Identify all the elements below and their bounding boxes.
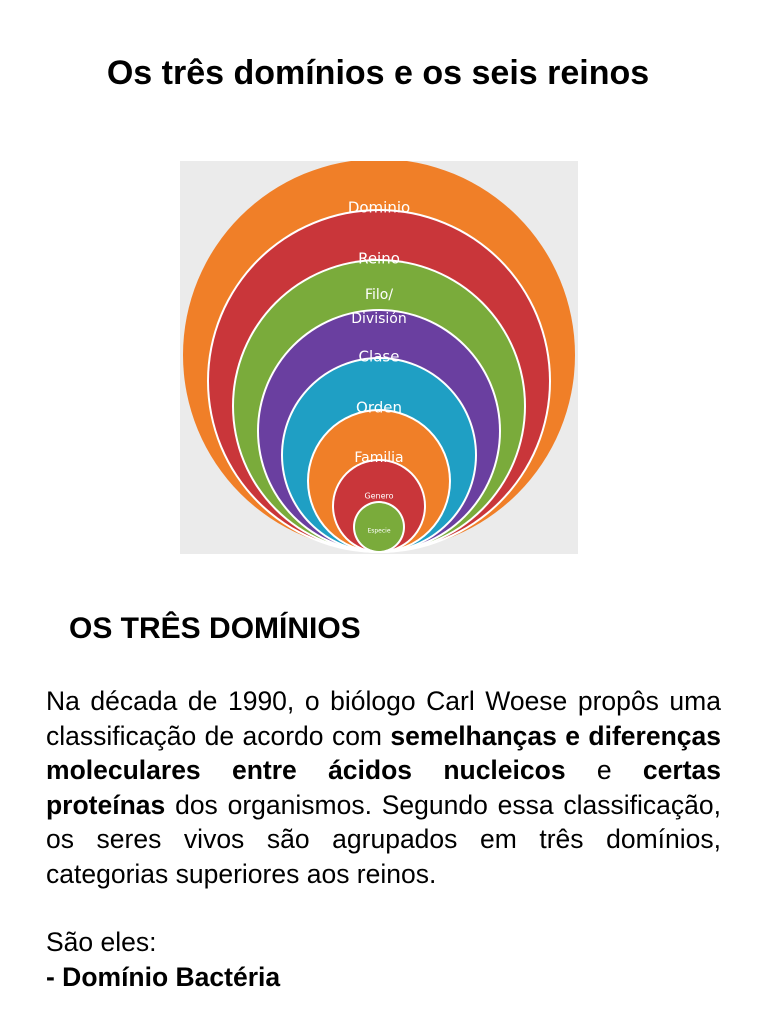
ring-label: Orden [356, 398, 402, 417]
paragraph-intro [46, 684, 721, 891]
ring-label: Dominio [347, 198, 411, 217]
paragraph-text: dos organismos. Segundo essa classificação, os seres vivos são agrupados em três domínios, categorias superiores aos reinos. [46, 789, 721, 889]
spacer [46, 891, 721, 925]
taxonomy-rings-diagram [180, 161, 578, 554]
section-heading: OS TRÊS DOMÍNIOS [69, 612, 361, 645]
ring-label: Clase [358, 347, 400, 366]
ring-label: Familia [354, 450, 404, 466]
ring-label: División [351, 311, 407, 327]
list-intro: São eles: [46, 927, 157, 957]
taxonomy-rings-svg [180, 161, 578, 554]
ring-label: Especie [367, 527, 391, 535]
body-text [46, 684, 721, 994]
paragraph-text: e [565, 755, 643, 785]
paragraph-emphasis: semelhanças e diferenças moleculares entre ácidos nucleicos [46, 720, 721, 785]
page-title: Os três domínios e os seis reinos [106, 54, 650, 92]
ring-label: Filo/ [364, 287, 394, 303]
list-item: - Domínio Bactéria [46, 961, 281, 992]
ring-label: Reino [358, 249, 400, 268]
paragraph-text: Na década de 1990, o biólogo Carl Woese propôs uma classificação de acordo com [46, 686, 721, 751]
ring-label: Genero [364, 491, 394, 501]
paragraph-emphasis: certas proteínas [46, 755, 721, 820]
